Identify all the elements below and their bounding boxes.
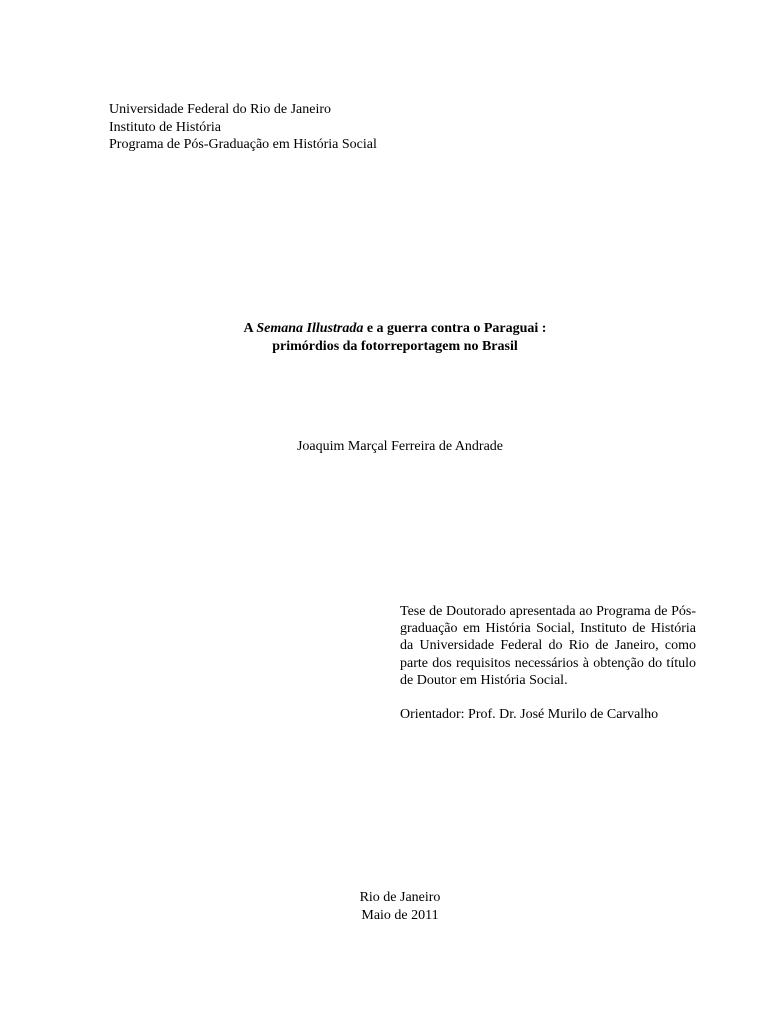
title-suffix: e a guerra contra o Paraguai : [363, 321, 547, 336]
thesis-description: Tese de Doutorado apresentada ao Programa de Pós-graduação em História Social, Instituto de História da Universidade Federal do Rio de Janeiro, como parte dos requisitos necessários à obtenção do título de Doutor em História Social. [400, 604, 696, 688]
thesis-title [150, 320, 640, 355]
place-and-date [300, 889, 500, 924]
date: Maio de 2011 [361, 907, 439, 923]
title-italic: Semana Illustrada [256, 321, 364, 336]
title-subtitle: primórdios da fotorreportagem no Brasil [272, 338, 518, 354]
thesis-statement [400, 603, 696, 724]
thesis-advisor: Orientador: Prof. Dr. José Murilo de Carvalho [400, 707, 659, 723]
title-line-1 [150, 320, 640, 338]
author-name: Joaquim Marçal Ferreira de Andrade [296, 439, 504, 454]
institution-header [109, 101, 529, 154]
university-name: Universidade Federal do Rio de Janeiro [109, 102, 331, 117]
title-prefix: A [243, 321, 257, 336]
city: Rio de Janeiro [359, 890, 441, 905]
institute-name: Instituto de História [109, 119, 221, 135]
program-name: Programa de Pós-Graduação em História Social [109, 137, 377, 152]
